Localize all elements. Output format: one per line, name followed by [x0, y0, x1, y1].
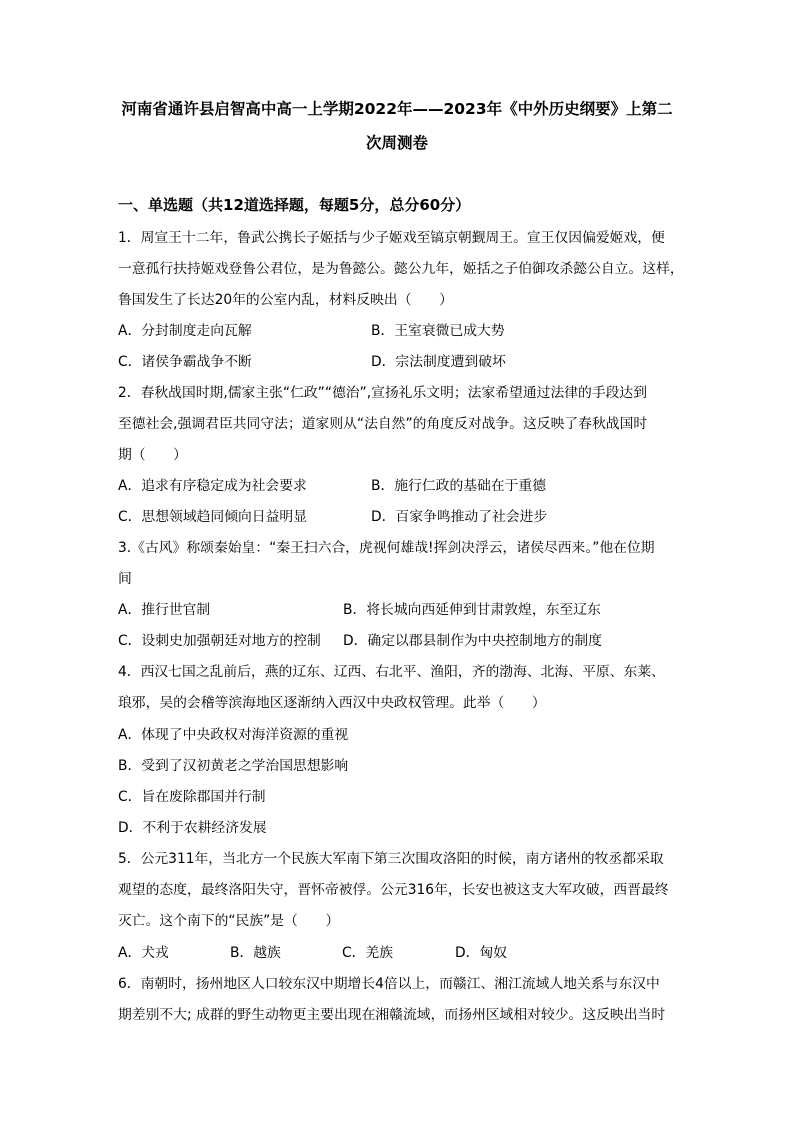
question-5-line-2: 观望的态度，最终洛阳失守，晋怀帝被俘。公元316年，长安也被这支大军攻破，西晋最终: [118, 882, 669, 898]
question-3-line-1: 3.《古风》称颂秦始皇：“秦王扫六合，虎视何雄哉!挥剑决浮云，诸侯尽西来。”他在位期: [118, 540, 655, 556]
question-5-option-c: C．羌族: [342, 945, 394, 961]
exam-title-line-1: 河南省通许县启智高中高一上学期2022年——2023年《中外历史纲要》上第二: [121, 100, 673, 118]
question-2-line-3: 期（ ）: [118, 447, 187, 463]
question-3-option-a: A．推行世官制: [118, 602, 211, 618]
question-1-line-3: 鲁国发生了长达20年的公室内乱，材料反映出（ ）: [118, 292, 453, 308]
question-3-option-c: C．设刺史加强朝廷对地方的控制: [118, 633, 321, 649]
question-1-line-1: 1．周宣王十二年，鲁武公携长子姬括与少子姬戏至镐京朝觐周王。宣王仅因偏爱姬戏，便: [118, 230, 665, 246]
question-3-line-2: 间: [118, 571, 132, 587]
question-1-line-2: 一意孤行扶持姬戏登鲁公君位，是为鲁懿公。懿公九年，姬括之子伯御攻杀懿公自立。这样，: [118, 261, 684, 277]
question-4-option-a: A．体现了中央政权对海洋资源的重视: [118, 727, 349, 743]
question-2-option-d: D．百家争鸣推动了社会进步: [371, 509, 548, 525]
exam-title-line-2: 次周测卷: [365, 134, 428, 152]
question-5-line-3: 灭亡。这个南下的“民族”是（ ）: [118, 913, 340, 929]
question-3-option-b: B．将长城向西延伸到甘肃敦煌，东至辽东: [343, 602, 601, 618]
question-1-option-a: A．分封制度走向瓦解: [118, 323, 252, 339]
question-4-option-b: B．受到了汉初黄老之学治国思想影响: [118, 758, 349, 774]
question-5-option-a: A．犬戎: [118, 945, 169, 961]
question-5-option-b: B．越族: [230, 945, 281, 961]
question-1-option-d: D．宗法制度遭到破坏: [371, 354, 506, 370]
question-2-option-c: C．思想领域趋同倾向日益明显: [118, 509, 307, 525]
question-3-option-d: D．确定以郡县制作为中央控制地方的制度: [343, 633, 602, 649]
question-1-option-c: C．诸侯争霸战争不断: [118, 354, 252, 370]
question-2-option-a: A．追求有序稳定成为社会要求: [118, 478, 307, 494]
question-2-option-b: B．施行仁政的基础在于重德: [371, 478, 547, 494]
question-6-line-1: 6．南朝时，扬州地区人口较东汉中期增长4倍以上，而赣江、湘江流域人地关系与东汉中: [118, 976, 660, 992]
question-5-line-1: 5．公元311年，当北方一个民族大军南下第三次围攻洛阳的时候，南方诸州的牧丞都采取: [118, 851, 664, 867]
question-2-line-2: 至德社会,强调君臣共同守法；道家则从“法自然”的角度反对战争。这反映了春秋战国时: [118, 416, 648, 432]
question-4-line-1: 4．西汉七国之乱前后，燕的辽东、辽西、右北平、渔阳，齐的渤海、北海、平原、东莱、: [118, 664, 665, 680]
question-6-line-2: 期差别不大; 成群的野生动物更主要出现在湘赣流域，而扬州区域相对较少。这反映出当时: [118, 1007, 666, 1023]
question-4-option-d: D．不利于农耕经济发展: [118, 820, 267, 836]
question-2-line-1: 2．春秋战国时期,儒家主张“仁政”“德治”,宣扬礼乐文明；法家希望通过法律的手段达到: [118, 385, 648, 401]
section-heading: 一、单选题（共12道选择题，每题5分，总分60分）: [118, 196, 471, 214]
question-1-option-b: B．王室衰微已成大势: [371, 323, 505, 339]
question-5-option-d: D．匈奴: [455, 945, 508, 961]
question-4-option-c: C．旨在废除郡国并行制: [118, 789, 266, 805]
question-4-line-2: 琅邪，吴的会稽等滨海地区逐渐纳入西汉中央政权管理。此举（ ）: [118, 695, 546, 711]
